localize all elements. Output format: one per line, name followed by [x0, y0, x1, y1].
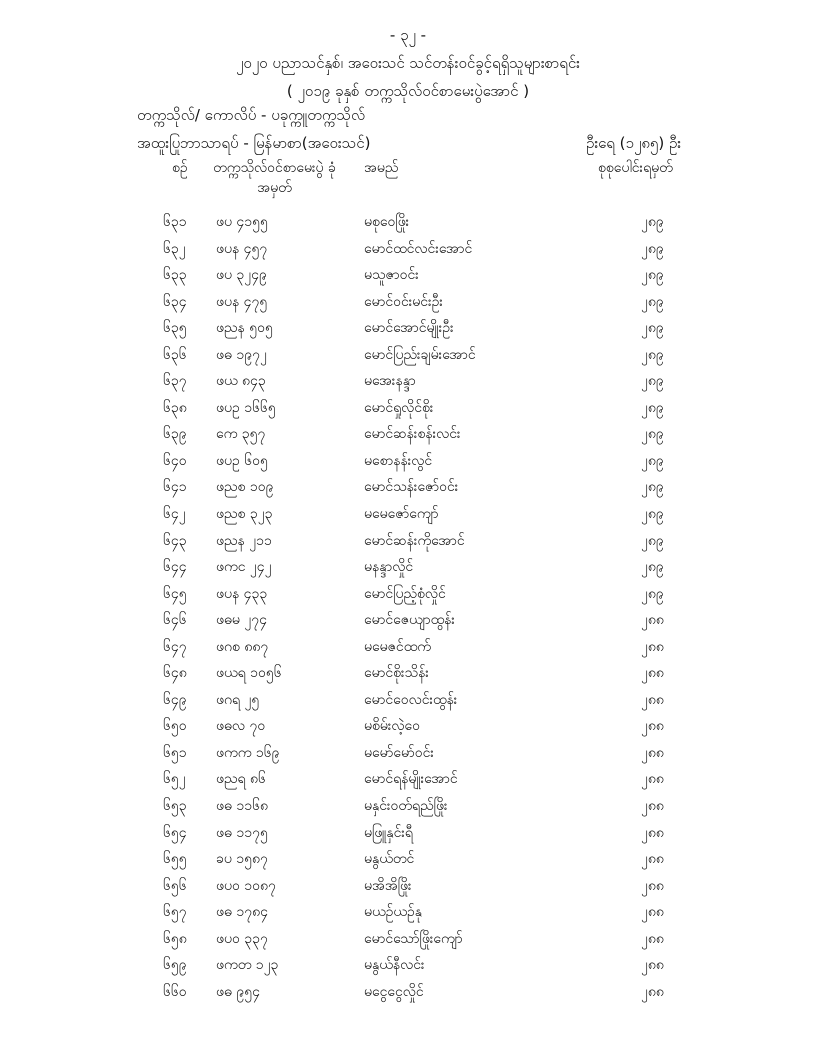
cell-roll-number: ဖပန ၄၃၃ — [216, 585, 268, 602]
total-count: ဦးရေ (၁၂၈၅) ဦး — [586, 134, 682, 152]
cell-serial-no: ၆၃၆ — [163, 346, 187, 363]
table-row — [0, 929, 816, 956]
cell-serial-no: ၆၄၇ — [163, 638, 187, 655]
cell-serial-no: ၆၃၁ — [163, 214, 187, 230]
page-number: - ၃၂ - — [389, 26, 427, 44]
cell-roll-number: ဖကက ၁၆၉ — [216, 744, 280, 761]
cell-serial-no: ၆၃၇ — [163, 373, 187, 390]
cell-roll-number: ဖဓမ ၂၇၄ — [216, 612, 267, 629]
cell-roll-number: ဖဓ ၁၉၇၂ — [216, 346, 267, 363]
cell-roll-number: ဖညန ၂၁၁ — [216, 532, 272, 549]
cell-serial-no: ၆၄၀ — [163, 452, 187, 469]
university-line: တက္ကသိုလ်/ ကောလိပ် - ပခုက္ကူတက္ကသိုလ် — [137, 106, 366, 124]
cell-name: မောင်ထင်လင်းအောင် — [364, 240, 473, 257]
subject-line: အထူးပြုဘာသာရပ် - မြန်မာစာ(အဝေးသင်) — [137, 134, 371, 152]
cell-serial-no: ၆၄၉ — [163, 691, 187, 708]
cell-name: မမေဇင်ထက် — [364, 638, 431, 655]
cell-roll-number: ဖဓ ၉၅၄ — [216, 983, 260, 1000]
cell-score: ၂၈၉ — [641, 240, 664, 257]
cell-roll-number: ဖပဝ ၃၃၇ — [216, 930, 268, 947]
cell-score: ၂၈၈ — [641, 930, 664, 947]
table-row — [0, 584, 816, 611]
cell-name: မောင်စိုးသိန်း — [364, 665, 429, 682]
cell-roll-number: ဖညစ ၃၂၃ — [216, 506, 273, 523]
cell-score: ၂၈၈ — [641, 771, 664, 788]
cell-score: ၂၈၉ — [641, 373, 664, 390]
table-row — [0, 982, 816, 1009]
table-row — [0, 477, 816, 504]
cell-score: ၂၈၈ — [641, 851, 664, 868]
cell-serial-no: ၆၄၆ — [163, 612, 187, 629]
cell-name: မောင်ပြည့်စုံလှိုင် — [364, 585, 446, 602]
table-row — [0, 849, 816, 876]
cell-serial-no: ၆၄၁ — [163, 479, 187, 496]
cell-serial-no: ၆၅၈ — [163, 930, 187, 947]
cell-score: ၂၈၈ — [641, 718, 664, 735]
table-row — [0, 531, 816, 558]
cell-score: ၂၈၉ — [641, 426, 664, 443]
cell-name: မဖြူနှင်းရီ — [364, 824, 413, 841]
cell-serial-no: ၆၅၄ — [163, 824, 187, 841]
cell-serial-no: ၆၄၂ — [163, 506, 186, 523]
cell-serial-no: ၆၆၀ — [163, 983, 187, 1000]
cell-name: မနန္ဒာလှိုင် — [364, 559, 414, 576]
table-row — [0, 557, 816, 584]
cell-name: မမော်မော်ဝင်း — [364, 744, 434, 761]
table-row — [0, 451, 816, 478]
cell-score: ၂၈၉ — [641, 452, 664, 469]
cell-serial-no: ၆၃၈ — [163, 399, 187, 416]
cell-roll-number: ကေ ၃၅၇ — [216, 426, 266, 443]
cell-score: ၂၈၉ — [641, 214, 664, 230]
cell-score: ၂၈၉ — [641, 399, 664, 416]
table-row — [0, 504, 816, 531]
cell-roll-number: ဖညန ၅၀၅ — [216, 320, 273, 337]
table-row — [0, 769, 816, 796]
cell-name: မောင်ဝေလင်းထွန်း — [364, 691, 458, 708]
cell-roll-number: ဖဂရ ၂၅ — [216, 691, 260, 708]
cell-serial-no: ၆၄၃ — [163, 532, 187, 549]
cell-roll-number: ဖပဥ ၁၆၆၅ — [216, 399, 276, 416]
cell-score: ၂၈၈ — [641, 877, 664, 894]
cell-name: မအိအိဖြိုး — [364, 877, 412, 894]
cell-name: မနွယ်တင် — [364, 851, 415, 868]
header-name: အမည် — [364, 160, 399, 176]
cell-name: မောင်သော်ဖြိုးကျော် — [364, 930, 463, 947]
table-row — [0, 345, 816, 372]
table-row — [0, 823, 816, 850]
cell-name: မမေဇော်ကျော် — [364, 506, 439, 523]
cell-score: ၂၈၈ — [641, 904, 664, 921]
cell-serial-no: ၆၄၄ — [163, 559, 187, 576]
cell-serial-no: ၆၅၀ — [163, 718, 187, 735]
cell-name: မောင်ဇေယျာထွန်း — [364, 612, 455, 629]
header-serial-no: စဉ် — [172, 160, 188, 176]
cell-serial-no: ၆၃၄ — [163, 293, 187, 310]
cell-serial-no: ၆၅၉ — [163, 957, 187, 974]
cell-name: မစုဝေဖြိုး — [364, 214, 410, 230]
cell-name: မောင်ရှုလိုင်စိုး — [364, 399, 434, 416]
cell-score: ၂၈၈ — [641, 665, 664, 682]
cell-roll-number: ဖကင ၂၄၂ — [216, 559, 272, 576]
cell-name: မောင်သန်းဇော်ဝင်း — [364, 479, 459, 496]
cell-roll-number: ခပ ၁၅၈၇ — [216, 851, 268, 868]
cell-score: ၂၈၉ — [641, 585, 664, 602]
cell-serial-no: ၆၄၈ — [163, 665, 187, 682]
cell-roll-number: ဖဂစ ၈၈၇ — [216, 638, 269, 655]
cell-score: ၂၈၈ — [641, 612, 664, 629]
document-title: ၂၀၂၀ ပညာသင်နှစ်၊ အဝေးသင် သင်တန်းဝင်ခွင့်ရရှိသူများစာရင်း — [236, 54, 580, 72]
cell-roll-number: ဖယ ၈၄၃ — [216, 373, 266, 390]
cell-score: ၂၈၉ — [641, 293, 664, 310]
cell-name: မောင်ပြည်းချမ်းအောင် — [364, 346, 476, 363]
table-row — [0, 663, 816, 690]
cell-name: မစောနန်းလွင် — [364, 452, 433, 469]
table-row — [0, 239, 816, 266]
cell-score: ၂၈၈ — [641, 744, 664, 761]
cell-score: ၂၈၉ — [641, 559, 664, 576]
cell-name: မောင်ရန်မျိုးအောင် — [364, 771, 458, 788]
cell-roll-number: ဖညစ ၁၀၉ — [216, 479, 274, 496]
table-row — [0, 955, 816, 982]
cell-name: မအေးနန္ဒာ — [364, 373, 416, 390]
cell-name: မနှင်းဝတ်ရည်ဖြိုး — [364, 798, 448, 815]
table-row — [0, 637, 816, 664]
cell-roll-number: ဖဓ ၁၁၇၅ — [216, 824, 268, 841]
cell-serial-no: ၆၅၂ — [163, 771, 186, 788]
cell-roll-number: ဖပ ၃၂၄၉ — [216, 267, 267, 284]
cell-score: ၂၈၉ — [641, 479, 664, 496]
cell-roll-number: ဖဓ ၁၇၈၄ — [216, 904, 268, 921]
table-row — [0, 610, 816, 637]
cell-score: ၂၈၈ — [641, 824, 664, 841]
cell-serial-no: ၆၅၇ — [163, 904, 187, 921]
cell-score: ၂၈၈ — [641, 798, 664, 815]
cell-name: မယဉ်ယဉ်နု — [364, 904, 422, 921]
cell-serial-no: ၆၃၅ — [163, 320, 187, 337]
cell-roll-number: ဖယရ ၁၀၅၆ — [216, 665, 282, 682]
cell-roll-number: ဖပဝ ၁၀၈၇ — [216, 877, 276, 894]
table-row — [0, 690, 816, 717]
cell-name: မနွယ်နီလင်း — [364, 957, 425, 974]
cell-serial-no: ၆၄၅ — [163, 585, 187, 602]
table-row — [0, 292, 816, 319]
cell-name: မသူဇာဝင်း — [364, 267, 419, 284]
cell-roll-number: ဖပန ၄၇၅ — [216, 293, 268, 310]
table-row — [0, 318, 816, 345]
cell-roll-number: ဖပန ၄၅၇ — [216, 240, 268, 257]
cell-roll-number: ဖဓ ၁၁၆၈ — [216, 798, 268, 815]
cell-score: ၂၈၉ — [641, 346, 664, 363]
cell-serial-no: ၆၅၁ — [163, 744, 187, 761]
cell-serial-no: ၆၅၃ — [163, 798, 187, 815]
document-subtitle: ( ၂၀၁၉ ခုနှစ် တက္ကသိုလ်ဝင်စာမေးပွဲအောင် ) — [286, 82, 530, 100]
header-total-score: စုစုပေါင်းရမှတ် — [598, 160, 673, 176]
table-row — [0, 716, 816, 743]
results-table — [0, 212, 816, 1008]
cell-serial-no: ၆၅၆ — [163, 877, 187, 894]
cell-score: ၂၈၉ — [641, 267, 664, 284]
cell-roll-number: ဖပဥ ၆၀၅ — [216, 452, 268, 469]
table-row — [0, 902, 816, 929]
cell-roll-number: ဖဓလ ၇၀ — [216, 718, 266, 735]
cell-serial-no: ၆၃၂ — [163, 240, 186, 257]
cell-serial-no: ၆၅၅ — [163, 851, 187, 868]
cell-name: မငွေငွေလှိုင် — [364, 983, 424, 1000]
cell-roll-number: ဖညရ ၈၆ — [216, 771, 266, 788]
table-row — [0, 424, 816, 451]
table-row — [0, 796, 816, 823]
table-row — [0, 371, 816, 398]
cell-name: မောင်ဆန်းကိုအောင် — [364, 532, 465, 549]
cell-serial-no: ၆၃၉ — [163, 426, 187, 443]
cell-score: ၂၈၈ — [641, 983, 664, 1000]
table-row — [0, 398, 816, 425]
cell-score: ၂၈၉ — [641, 506, 664, 523]
cell-name: မောင်အောင်မျိုးဦး — [364, 320, 454, 337]
cell-score: ၂၈၈ — [641, 691, 664, 708]
cell-roll-number: ဖကတ ၁၂၃ — [216, 957, 279, 974]
cell-score: ၂၈၉ — [641, 532, 664, 549]
header-roll-number: တက္ကသိုလ်ဝင်စာမေးပွဲ ခုံအမှတ် — [213, 160, 336, 196]
cell-name: မောင်ဝင်းမင်းဦး — [364, 293, 443, 310]
table-row — [0, 876, 816, 903]
table-row — [0, 743, 816, 770]
table-row — [0, 265, 816, 292]
table-row — [0, 212, 816, 239]
cell-serial-no: ၆၃၃ — [163, 267, 187, 284]
cell-score: ၂၈၈ — [641, 957, 664, 974]
cell-name: မစိမ်းလဲ့ဝေ — [364, 718, 421, 735]
cell-name: မောင်ဆန်းစန်းလင်း — [364, 426, 461, 443]
cell-score: ၂၈၉ — [641, 320, 664, 337]
cell-roll-number: ဖပ ၄၁၅၅ — [216, 214, 268, 230]
cell-score: ၂၈၈ — [641, 638, 664, 655]
